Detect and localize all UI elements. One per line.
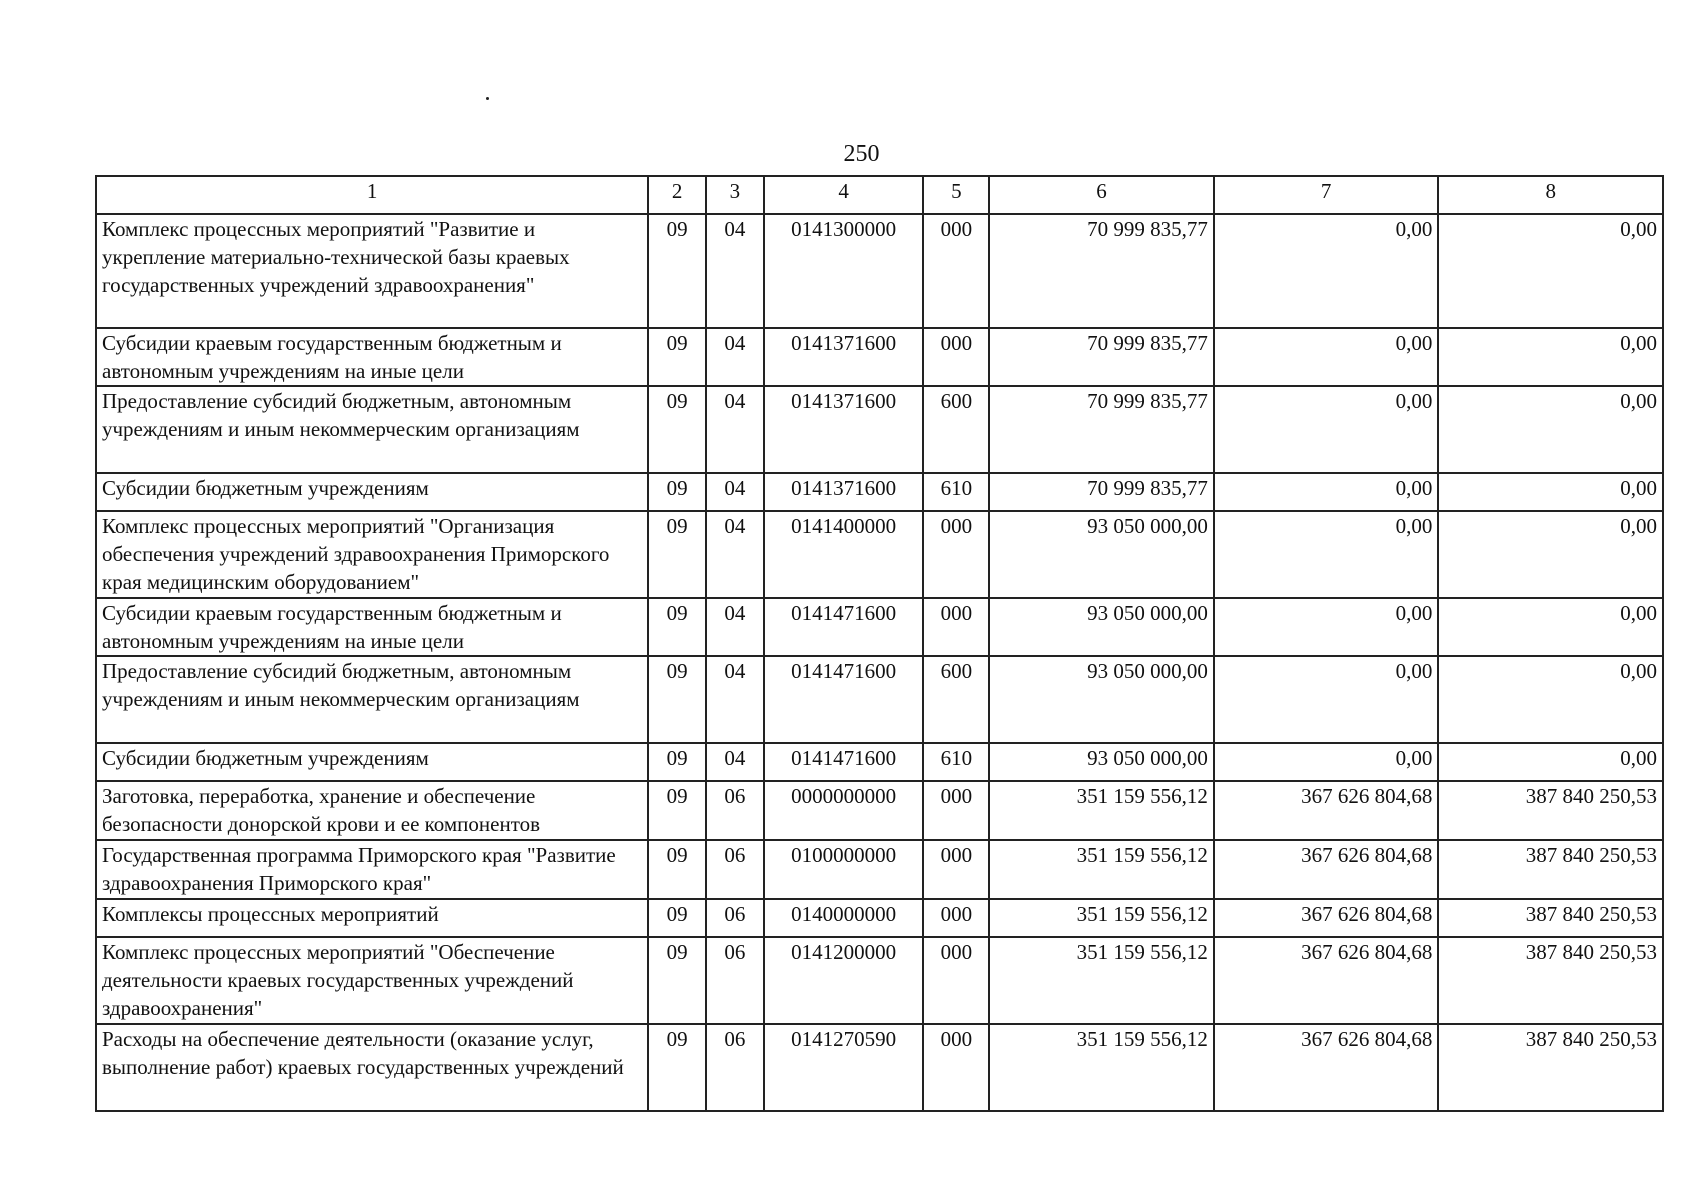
row-amount-7: 0,00 <box>1214 328 1439 386</box>
col-header-4: 4 <box>764 176 924 214</box>
row-subsection: 06 <box>706 899 764 937</box>
row-expense-type: 000 <box>923 781 989 840</box>
table-row <box>96 840 1663 899</box>
row-name: Комплекс процессных мероприятий "Развитие и укрепление материально-технической базы краевых государственных учреждений здравоохранения" <box>96 214 648 328</box>
row-name: Расходы на обеспечение деятельности (оказание услуг, выполнение работ) краевых государственных учреждений <box>96 1024 648 1111</box>
row-section: 09 <box>648 598 706 656</box>
row-section: 09 <box>648 386 706 473</box>
table-row <box>96 781 1663 840</box>
row-amount-7: 0,00 <box>1214 598 1439 656</box>
row-target-code: 0140000000 <box>764 899 924 937</box>
row-expense-type: 610 <box>923 473 989 511</box>
row-section: 09 <box>648 656 706 743</box>
row-subsection: 04 <box>706 473 764 511</box>
row-name: Комплексы процессных мероприятий <box>96 899 648 937</box>
row-amount-7: 367 626 804,68 <box>1214 937 1439 1024</box>
scan-speck <box>486 97 489 100</box>
row-subsection: 04 <box>706 743 764 781</box>
row-expense-type: 610 <box>923 743 989 781</box>
row-target-code: 0141300000 <box>764 214 924 328</box>
table-row <box>96 937 1663 1024</box>
row-amount-7: 367 626 804,68 <box>1214 1024 1439 1111</box>
row-amount-8: 0,00 <box>1438 473 1663 511</box>
row-amount-6: 351 159 556,12 <box>989 899 1214 937</box>
row-amount-7: 0,00 <box>1214 511 1439 598</box>
row-amount-6: 70 999 835,77 <box>989 328 1214 386</box>
row-amount-8: 0,00 <box>1438 386 1663 473</box>
table-row <box>96 743 1663 781</box>
row-expense-type: 000 <box>923 899 989 937</box>
row-amount-8: 0,00 <box>1438 743 1663 781</box>
row-amount-7: 367 626 804,68 <box>1214 899 1439 937</box>
row-section: 09 <box>648 473 706 511</box>
row-subsection: 04 <box>706 511 764 598</box>
row-amount-7: 0,00 <box>1214 386 1439 473</box>
header-row <box>96 176 1663 214</box>
table-row <box>96 598 1663 656</box>
row-amount-8: 0,00 <box>1438 511 1663 598</box>
row-expense-type: 000 <box>923 840 989 899</box>
row-name: Комплекс процессных мероприятий "Обеспечение деятельности краевых государственных учреждений здравоохранения" <box>96 937 648 1024</box>
row-name: Субсидии бюджетным учреждениям <box>96 743 648 781</box>
col-header-1: 1 <box>96 176 648 214</box>
row-subsection: 04 <box>706 214 764 328</box>
row-expense-type: 000 <box>923 937 989 1024</box>
row-section: 09 <box>648 743 706 781</box>
row-name: Заготовка, переработка, хранение и обеспечение безопасности донорской крови и ее компонентов <box>96 781 648 840</box>
row-amount-8: 387 840 250,53 <box>1438 1024 1663 1111</box>
row-subsection: 04 <box>706 598 764 656</box>
row-section: 09 <box>648 899 706 937</box>
row-section: 09 <box>648 214 706 328</box>
row-amount-6: 93 050 000,00 <box>989 743 1214 781</box>
row-amount-6: 70 999 835,77 <box>989 386 1214 473</box>
row-name: Субсидии бюджетным учреждениям <box>96 473 648 511</box>
row-name: Субсидии краевым государственным бюджетным и автономным учреждениям на иные цели <box>96 328 648 386</box>
row-amount-7: 0,00 <box>1214 656 1439 743</box>
row-section: 09 <box>648 511 706 598</box>
col-header-3: 3 <box>706 176 764 214</box>
row-section: 09 <box>648 1024 706 1111</box>
col-header-2: 2 <box>648 176 706 214</box>
col-header-7: 7 <box>1214 176 1439 214</box>
row-name: Предоставление субсидий бюджетным, автономным учреждениям и иным некоммерческим организациям <box>96 656 648 743</box>
row-target-code: 0141371600 <box>764 473 924 511</box>
row-target-code: 0141471600 <box>764 598 924 656</box>
row-subsection: 04 <box>706 386 764 473</box>
row-target-code: 0100000000 <box>764 840 924 899</box>
row-target-code: 0141471600 <box>764 743 924 781</box>
row-amount-7: 0,00 <box>1214 473 1439 511</box>
table-row <box>96 386 1663 473</box>
budget-table <box>95 175 1664 1112</box>
row-expense-type: 000 <box>923 1024 989 1111</box>
row-subsection: 04 <box>706 656 764 743</box>
row-amount-7: 0,00 <box>1214 214 1439 328</box>
row-target-code: 0141400000 <box>764 511 924 598</box>
row-name: Субсидии краевым государственным бюджетным и автономным учреждениям на иные цели <box>96 598 648 656</box>
row-amount-8: 387 840 250,53 <box>1438 899 1663 937</box>
row-target-code: 0141371600 <box>764 328 924 386</box>
row-target-code: 0141471600 <box>764 656 924 743</box>
row-section: 09 <box>648 840 706 899</box>
row-section: 09 <box>648 937 706 1024</box>
row-amount-6: 93 050 000,00 <box>989 656 1214 743</box>
row-expense-type: 000 <box>923 598 989 656</box>
row-expense-type: 000 <box>923 328 989 386</box>
table-row <box>96 328 1663 386</box>
row-name: Предоставление субсидий бюджетным, автономным учреждениям и иным некоммерческим организациям <box>96 386 648 473</box>
row-amount-8: 0,00 <box>1438 328 1663 386</box>
row-amount-6: 70 999 835,77 <box>989 473 1214 511</box>
row-target-code: 0141270590 <box>764 1024 924 1111</box>
row-amount-6: 351 159 556,12 <box>989 1024 1214 1111</box>
table-row <box>96 899 1663 937</box>
row-subsection: 06 <box>706 840 764 899</box>
col-header-6: 6 <box>989 176 1214 214</box>
row-subsection: 06 <box>706 781 764 840</box>
row-amount-8: 387 840 250,53 <box>1438 840 1663 899</box>
row-name: Комплекс процессных мероприятий "Организация обеспечения учреждений здравоохранения Приморского края медицинским оборудованием" <box>96 511 648 598</box>
row-expense-type: 000 <box>923 511 989 598</box>
row-expense-type: 600 <box>923 386 989 473</box>
row-amount-8: 387 840 250,53 <box>1438 781 1663 840</box>
col-header-5: 5 <box>923 176 989 214</box>
row-amount-8: 387 840 250,53 <box>1438 937 1663 1024</box>
col-header-8: 8 <box>1438 176 1663 214</box>
row-target-code: 0141200000 <box>764 937 924 1024</box>
row-amount-6: 351 159 556,12 <box>989 781 1214 840</box>
row-amount-6: 70 999 835,77 <box>989 214 1214 328</box>
row-target-code: 0000000000 <box>764 781 924 840</box>
table-row <box>96 214 1663 328</box>
table-row <box>96 473 1663 511</box>
row-expense-type: 000 <box>923 214 989 328</box>
row-section: 09 <box>648 328 706 386</box>
row-amount-7: 367 626 804,68 <box>1214 781 1439 840</box>
page-number: 250 <box>843 141 880 167</box>
row-section: 09 <box>648 781 706 840</box>
row-amount-8: 0,00 <box>1438 656 1663 743</box>
row-expense-type: 600 <box>923 656 989 743</box>
row-amount-6: 351 159 556,12 <box>989 937 1214 1024</box>
row-amount-7: 0,00 <box>1214 743 1439 781</box>
row-amount-6: 93 050 000,00 <box>989 511 1214 598</box>
row-amount-8: 0,00 <box>1438 598 1663 656</box>
table-row <box>96 1024 1663 1111</box>
row-subsection: 06 <box>706 937 764 1024</box>
table-row <box>96 656 1663 743</box>
row-target-code: 0141371600 <box>764 386 924 473</box>
row-subsection: 06 <box>706 1024 764 1111</box>
row-name: Государственная программа Приморского края "Развитие здравоохранения Приморского края" <box>96 840 648 899</box>
row-subsection: 04 <box>706 328 764 386</box>
row-amount-6: 93 050 000,00 <box>989 598 1214 656</box>
row-amount-8: 0,00 <box>1438 214 1663 328</box>
table-row <box>96 511 1663 598</box>
row-amount-6: 351 159 556,12 <box>989 840 1214 899</box>
row-amount-7: 367 626 804,68 <box>1214 840 1439 899</box>
